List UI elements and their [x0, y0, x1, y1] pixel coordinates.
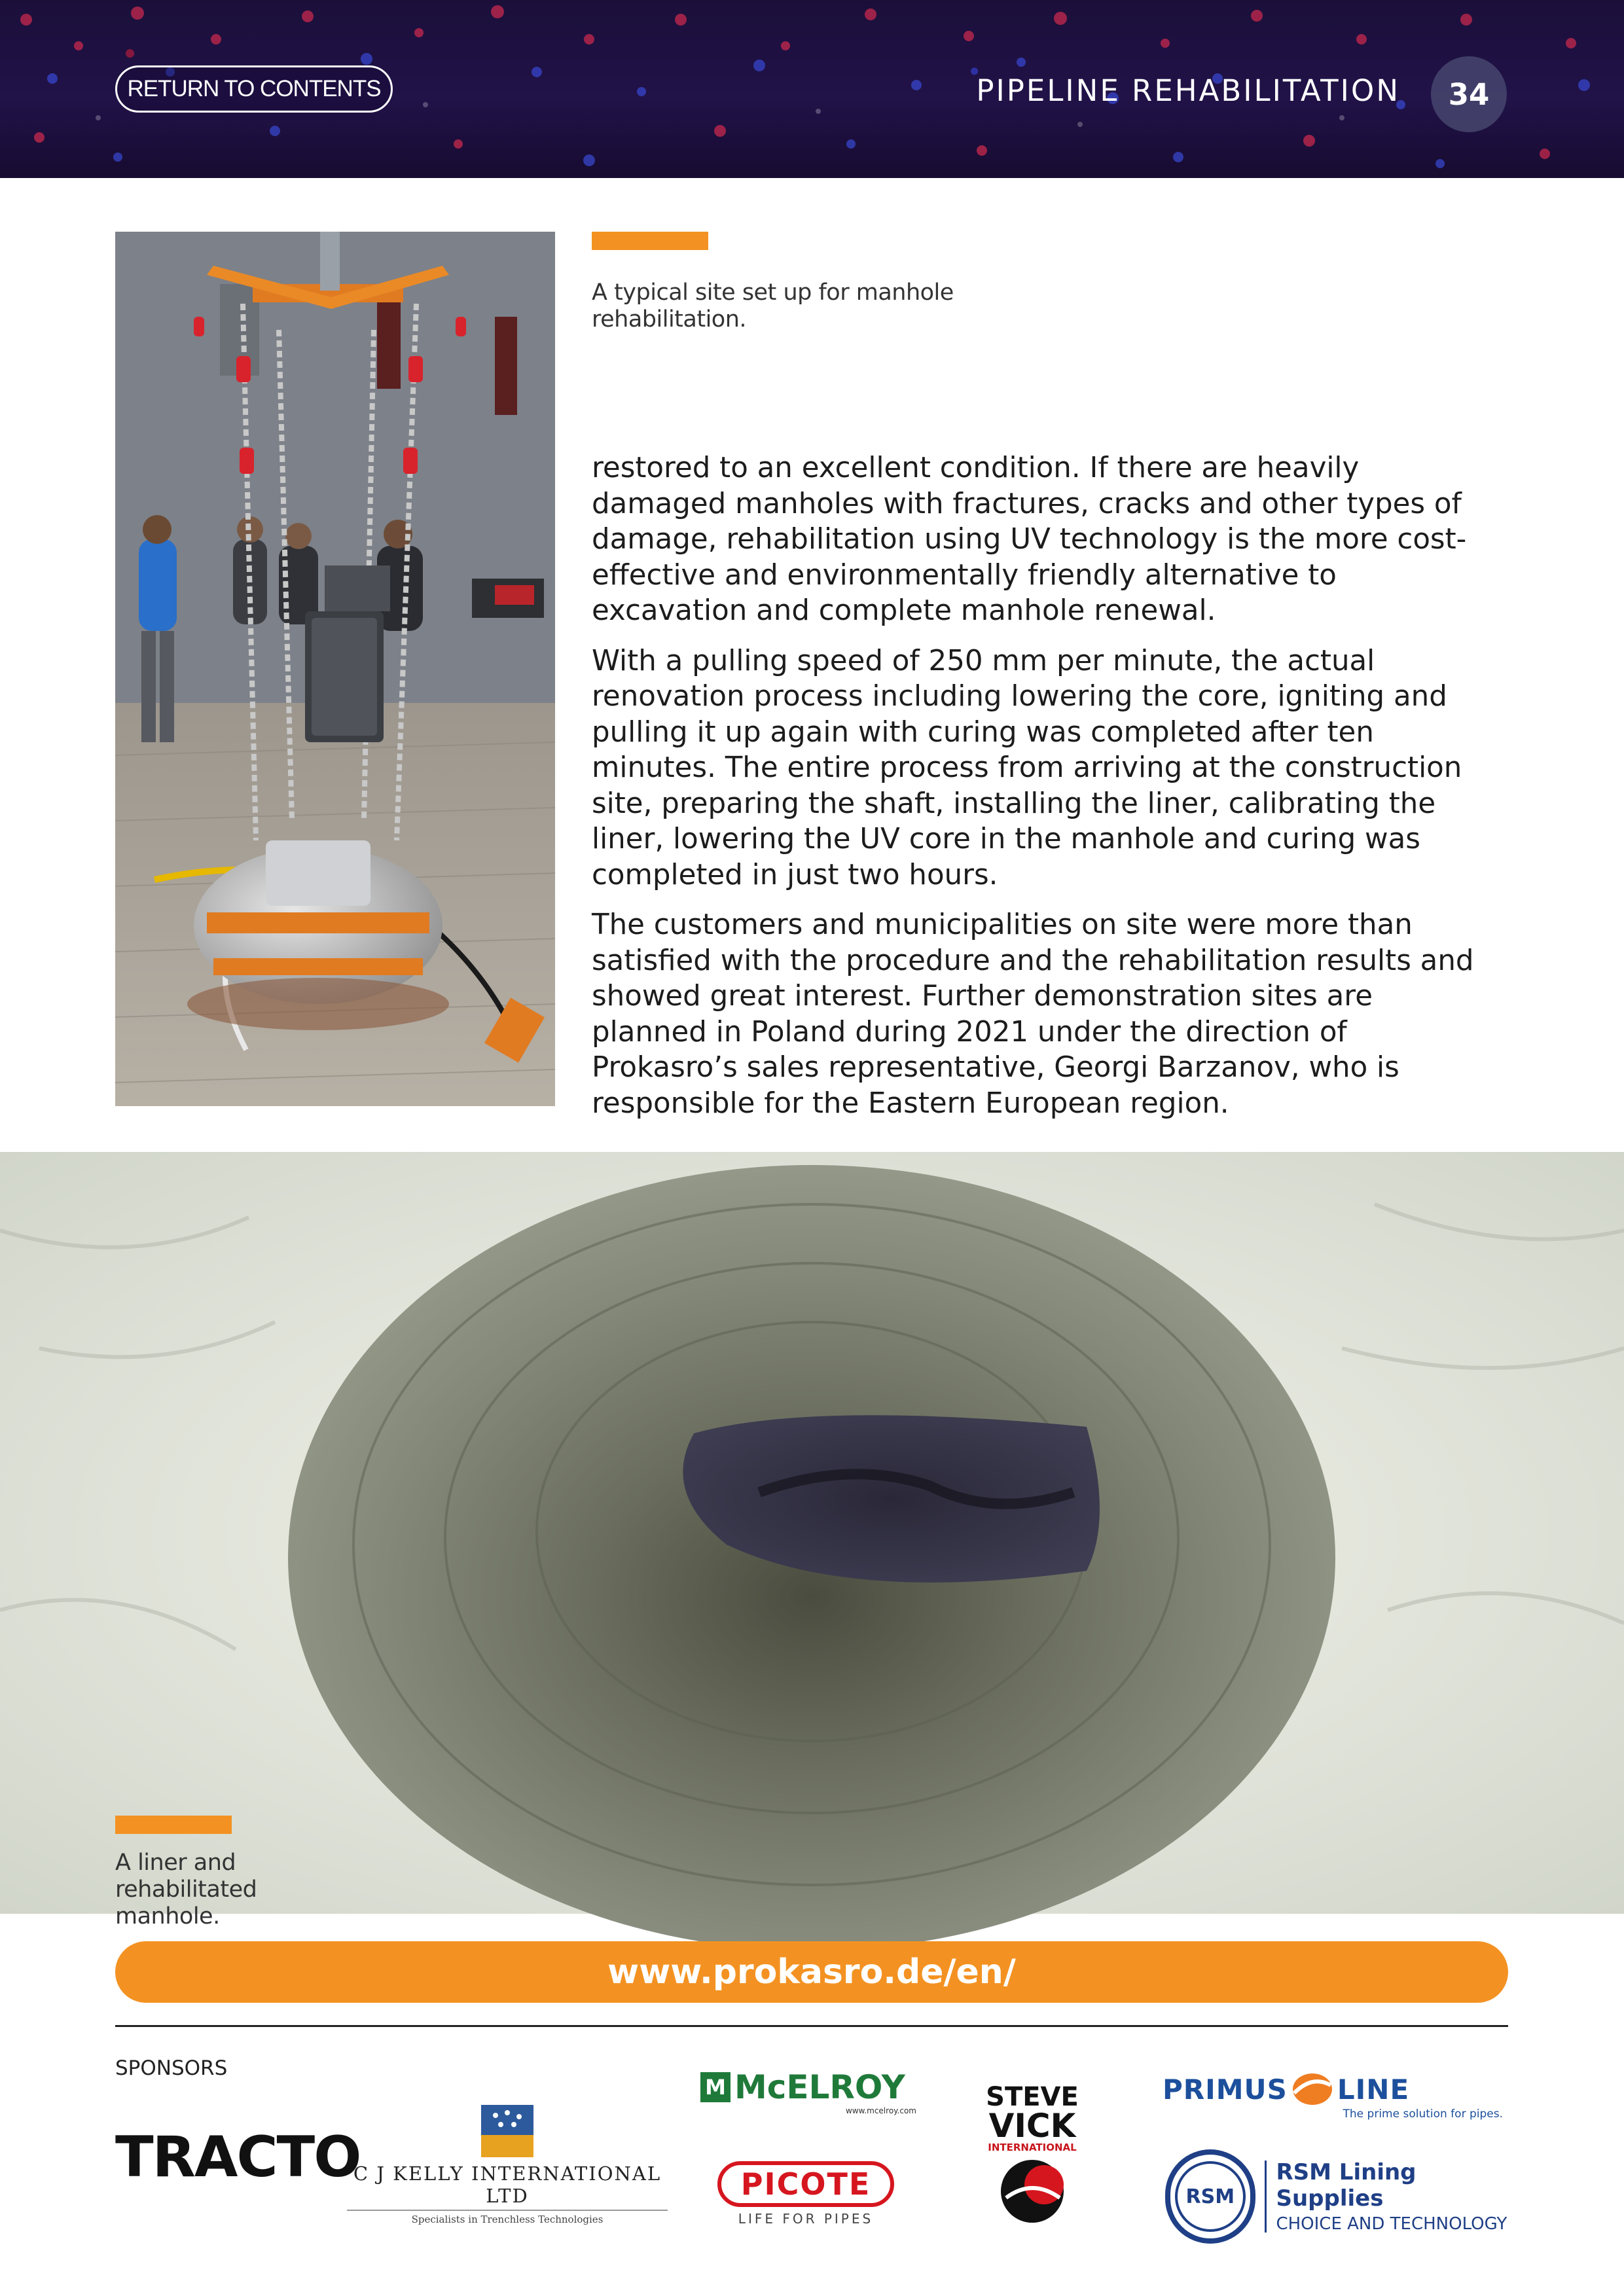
primus-line-logo[interactable]: [1163, 2071, 1509, 2121]
mcelroy-logo[interactable]: [700, 2068, 916, 2115]
steve-vick-line2: VICK: [988, 2107, 1076, 2145]
tracto-wordmark: TRACTO: [115, 2125, 361, 2190]
cj-kelly-tagline: Specialists in Trenchless Technologies: [411, 2214, 604, 2225]
return-to-contents-button[interactable]: RETURN TO CONTENTS: [115, 65, 393, 113]
line-wordmark: LINE: [1337, 2073, 1410, 2106]
mcelroy-m-icon: M: [700, 2072, 731, 2102]
tracto-logo[interactable]: [115, 2125, 360, 2190]
site-setup-photo: [115, 232, 555, 1106]
caption-accent-bar: [592, 232, 708, 250]
rsm-tagline: CHOICE AND TECHNOLOGY: [1276, 2214, 1507, 2234]
rehabilitated-manhole-photo: [0, 1152, 1624, 1929]
header-band: [0, 0, 1624, 178]
steve-vick-logo[interactable]: [978, 2084, 1087, 2224]
body-paragraph: restored to an excellent condition. If there are heavily damaged manholes with fractures, cracks and other types of damage, rehabilitation using UV technology is the more cost-effective and environmentally friendly alternative to excavation and complete manhole renewal.: [592, 452, 1467, 627]
sponsors-label: SPONSORS: [115, 2056, 228, 2080]
rsm-badge-text: RSM: [1175, 2161, 1246, 2232]
cj-kelly-logo[interactable]: [347, 2105, 668, 2225]
picote-wordmark: PICOTE: [717, 2161, 894, 2207]
primus-tagline: The prime solution for pipes.: [1343, 2108, 1503, 2121]
primus-wordmark: PRIMUS: [1163, 2073, 1288, 2106]
body-paragraph: The customers and municipalities on site were more than satisfied with the procedure and the rehabilitation results and showed great interest. Further demonstration sites are planned in Poland during 2021 under the direction of Prokasro’s sales representative, Georgi Barzanov, who is responsible for the Eastern European region.: [592, 908, 1474, 1120]
rsm-name: RSM Lining Supplies: [1276, 2159, 1416, 2212]
cj-kelly-emblem-icon: [481, 2105, 533, 2157]
mcelroy-wordmark: McELROY: [734, 2068, 905, 2106]
picote-tagline: LIFE FOR PIPES: [738, 2211, 874, 2227]
caption-accent-bar: [115, 1816, 232, 1834]
primus-line-swirl-icon: [1290, 2071, 1335, 2108]
article-body: [592, 450, 1495, 1136]
page-number-badge: 34: [1431, 56, 1507, 132]
website-link[interactable]: www.prokasro.de/en/: [115, 1941, 1508, 2003]
divider: [115, 2025, 1508, 2027]
rsm-lining-supplies-logo[interactable]: [1165, 2149, 1519, 2244]
steve-vick-line1: STEVE: [986, 2082, 1079, 2112]
figure1-caption: A typical site set up for manhole rehabilitation.: [592, 279, 954, 332]
rsm-badge-icon: [1165, 2149, 1255, 2244]
section-title: PIPELINE REHABILITATION: [976, 73, 1400, 108]
figure2-caption: A liner and rehabilitated manhole.: [115, 1850, 257, 1929]
mcelroy-url: www.mcelroy.com: [845, 2106, 916, 2115]
cj-kelly-name: C J KELLY INTERNATIONAL LTD: [347, 2162, 668, 2211]
steve-vick-line3: INTERNATIONAL: [988, 2142, 1077, 2153]
steve-vick-ball-icon: [986, 2159, 1078, 2224]
picote-logo[interactable]: [717, 2161, 894, 2227]
body-paragraph: With a pulling speed of 250 mm per minute, the actual renovation process including lowering the core, igniting and pulling it up again with curing was completed after ten minutes. The entire process from arriving at the construction site, preparing the shaft, installing the liner, calibrating the liner, lowering the UV core in the manhole and curing was completed in just two hours.: [592, 644, 1462, 891]
